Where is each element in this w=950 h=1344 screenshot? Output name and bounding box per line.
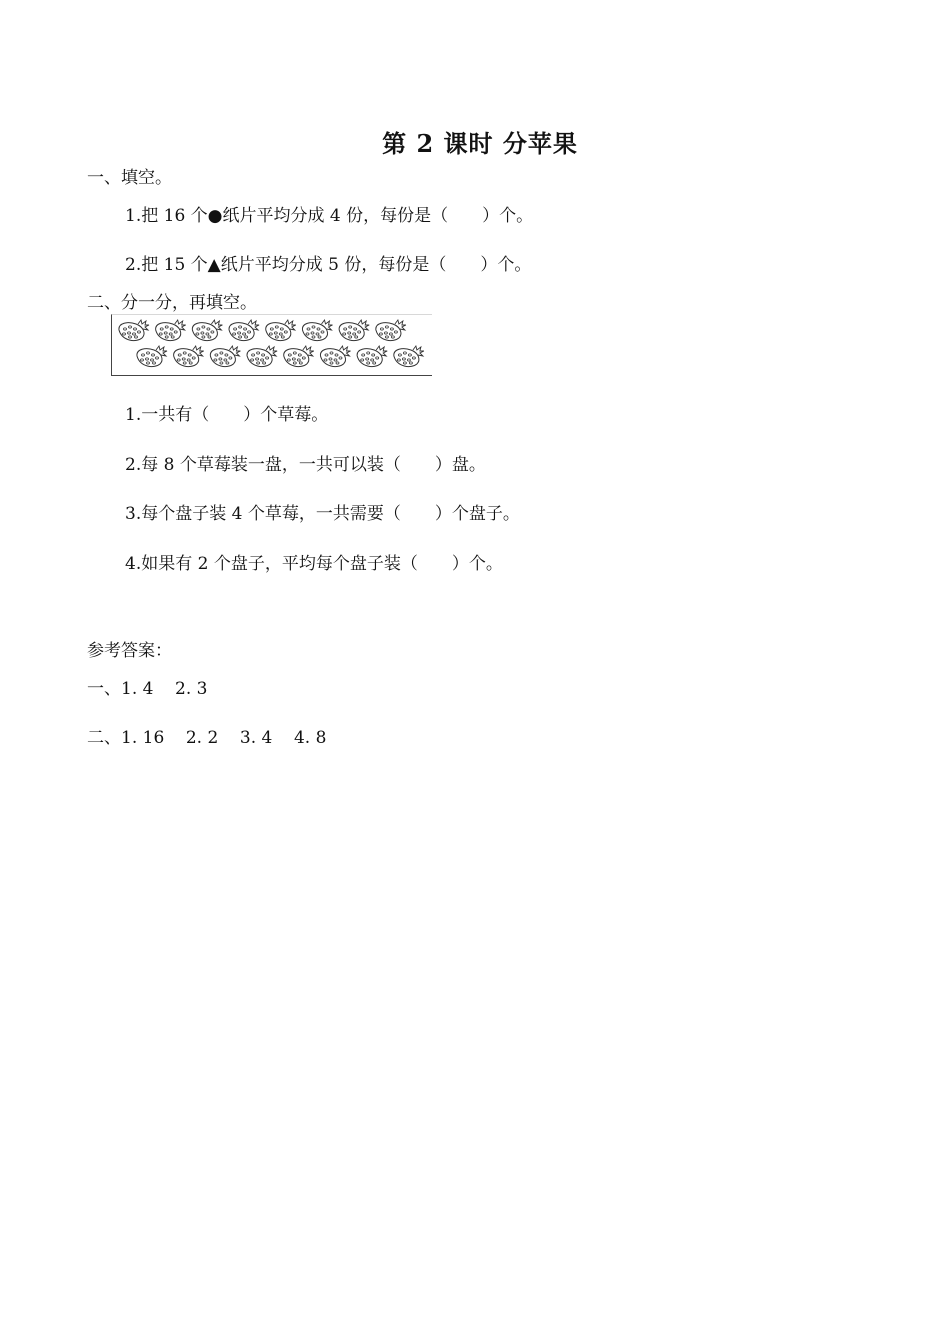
section-1-heading: 一、填空。 (87, 168, 172, 188)
strawberry-icon (302, 320, 332, 341)
strawberry-icon (210, 346, 240, 367)
question-2-1: 1.一共有（ ）个草莓。 (125, 405, 329, 425)
strawberry-icon (174, 346, 204, 367)
strawberry-group (112, 315, 433, 377)
strawberry-icon (376, 320, 406, 341)
question-1-1: 1.把 16 个●纸片平均分成 4 份，每份是（ ）个。 (125, 206, 534, 226)
question-1-2: 2.把 15 个▲纸片平均分成 5 份，每份是（ ）个。 (125, 255, 532, 275)
strawberry-icon (284, 346, 314, 367)
answers-line-2: 二、1. 16 2. 2 3. 4 4. 8 (87, 728, 327, 748)
strawberry-icon (156, 320, 186, 341)
strawberry-icon (320, 346, 350, 367)
strawberry-icon (357, 346, 387, 367)
question-2-4: 4.如果有 2 个盘子，平均每个盘子装（ ）个。 (125, 554, 503, 574)
strawberry-figure (111, 314, 432, 376)
question-2-3: 3.每个盘子装 4 个草莓，一共需要（ ）个盘子。 (125, 504, 520, 524)
strawberry-icon (394, 346, 424, 367)
strawberry-icon (137, 346, 167, 367)
question-2-2: 2.每 8 个草莓装一盘，一共可以装（ ）盘。 (125, 455, 486, 475)
strawberry-icon (266, 320, 296, 341)
strawberry-icon (229, 320, 259, 341)
strawberry-icon (192, 320, 222, 341)
strawberry-icon (247, 346, 277, 367)
strawberry-icon (119, 320, 149, 341)
page-title: 第 2 课时 分苹果 (382, 129, 578, 158)
answers-heading: 参考答案： (87, 641, 172, 661)
answers-line-1: 一、1. 4 2. 3 (87, 679, 208, 699)
strawberry-icon (339, 320, 369, 341)
section-2-heading: 二、分一分，再填空。 (87, 293, 257, 313)
